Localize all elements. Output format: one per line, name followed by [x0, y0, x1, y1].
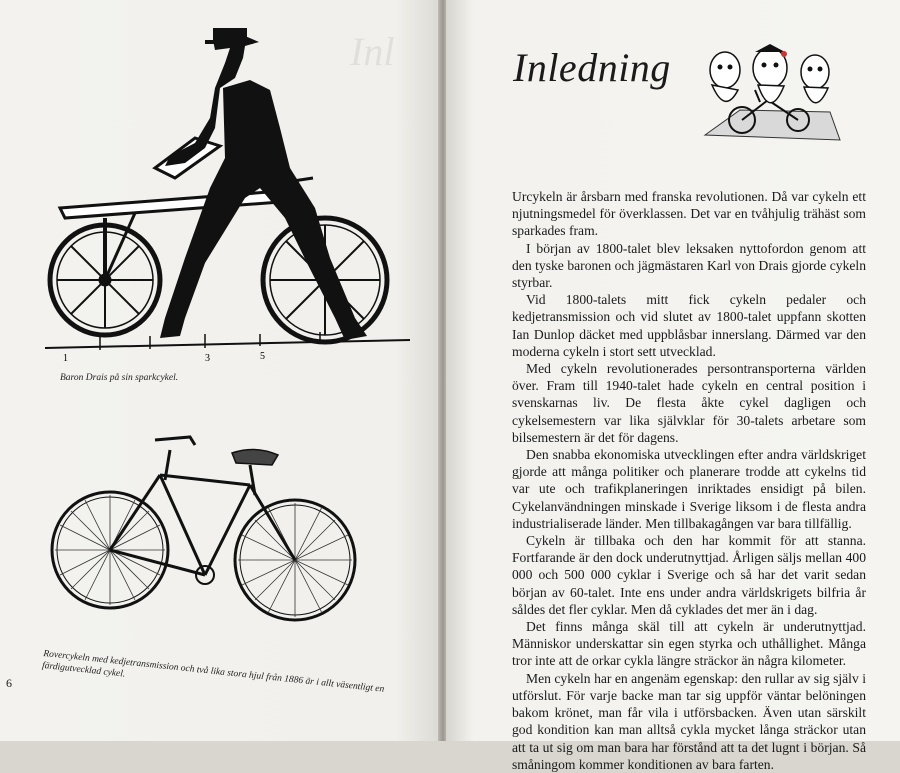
paragraph: Urcykeln är årsbarn med franska revolutionen. Då var cykeln ett njutningsmedel för överklassen. Det var en tvåhjulig trähäst som sparkades fram. — [512, 189, 866, 239]
paragraph: Men cykeln har en angenäm egenskap: den rullar av sig själv i utförslut. För varje backe man tar sig uppför väntar belöningen bakom krönet, man får vila i utförsbacken. Även utan särskilt god kondition kan man alltså cykla mycket långa sträckor utan att ta ut sig om man bara har förstånd att ta det lugnt i början. Så småningom kommer konditionen av bara farten. — [512, 670, 866, 772]
body-text — [512, 188, 866, 773]
show-through-text: Inl — [350, 29, 395, 74]
paragraph: Det finns många skäl till att cykeln är underutnyttjad. Människor underskattar sin egen styrka och uthållighet. Många tror inte att de orkar cykla längre sträckor än några kilometer. — [512, 619, 866, 669]
rover-bicycle-illustration — [40, 425, 380, 650]
paragraph: Cykeln är tillbaka och den har kommit för att stanna. Fortfarande är den dock underutnyttjad. Årligen säljs mellan 400 000 och 500 000 cyklar i Sverige och så har det varit sedan början av 60-talet. Inte ens under andra världskrigets bilfria år såldes det fler cyklar. Men då cyklades det mer än i dag. — [512, 533, 866, 617]
baron-drais-draisine-illustration — [45, 18, 410, 373]
svg-text:3: 3 — [205, 353, 210, 364]
svg-text:5: 5 — [260, 351, 265, 362]
page-number: 6 — [6, 676, 12, 690]
caption-draisine: Baron Drais på sin sparkcykel. — [60, 373, 179, 383]
paragraph: Den snabba ekonomiska utvecklingen efter andra världskriget gjorde att många politiker och planerare trodde att cykelns tid var ute och trafikplaneringen inriktades ensidigt på bilen. Cykelanvändningen minskade i Sverige liksom i de flesta andra industrialiserade länder. Men tillbakagången var bara tillfällig. — [512, 447, 866, 531]
left-page — [0, 0, 440, 741]
paragraph: I början av 1800-talet blev leksaken nyttofordon genom att den tyske baronen och jägmästaren Karl von Drais gjorde cykeln styrbar. — [512, 240, 866, 291]
chapter-title: Inledning — [513, 45, 671, 90]
svg-text:1: 1 — [63, 353, 68, 364]
paragraph: Vid 1800-talets mitt fick cykeln pedaler och kedjetransmission och vid slutet av 1800-talet uppfann skotten Ian Dunlop däcket med uppblåsbar innerslang. Därmed var den moderna cykeln i stort sett utvecklad. — [512, 292, 866, 359]
paragraph: Med cykeln revolutionerades persontransporterna världen över. Fram till 1940-talet hade cykeln en central position i svenskarnas liv. De flesta åkte cykel dagligen och cykelsemestern var lika självklar för 30-talets arbetare som bilsemestern är det för dagens. — [512, 361, 866, 445]
cartoon-cyclists-illustration — [700, 40, 842, 148]
caption-rover-bicycle: Rovercykeln med kedjetransmission och två lika stora hjul från 1886 är i allt väsentligt en färdigutvecklad cykel. — [41, 648, 385, 695]
